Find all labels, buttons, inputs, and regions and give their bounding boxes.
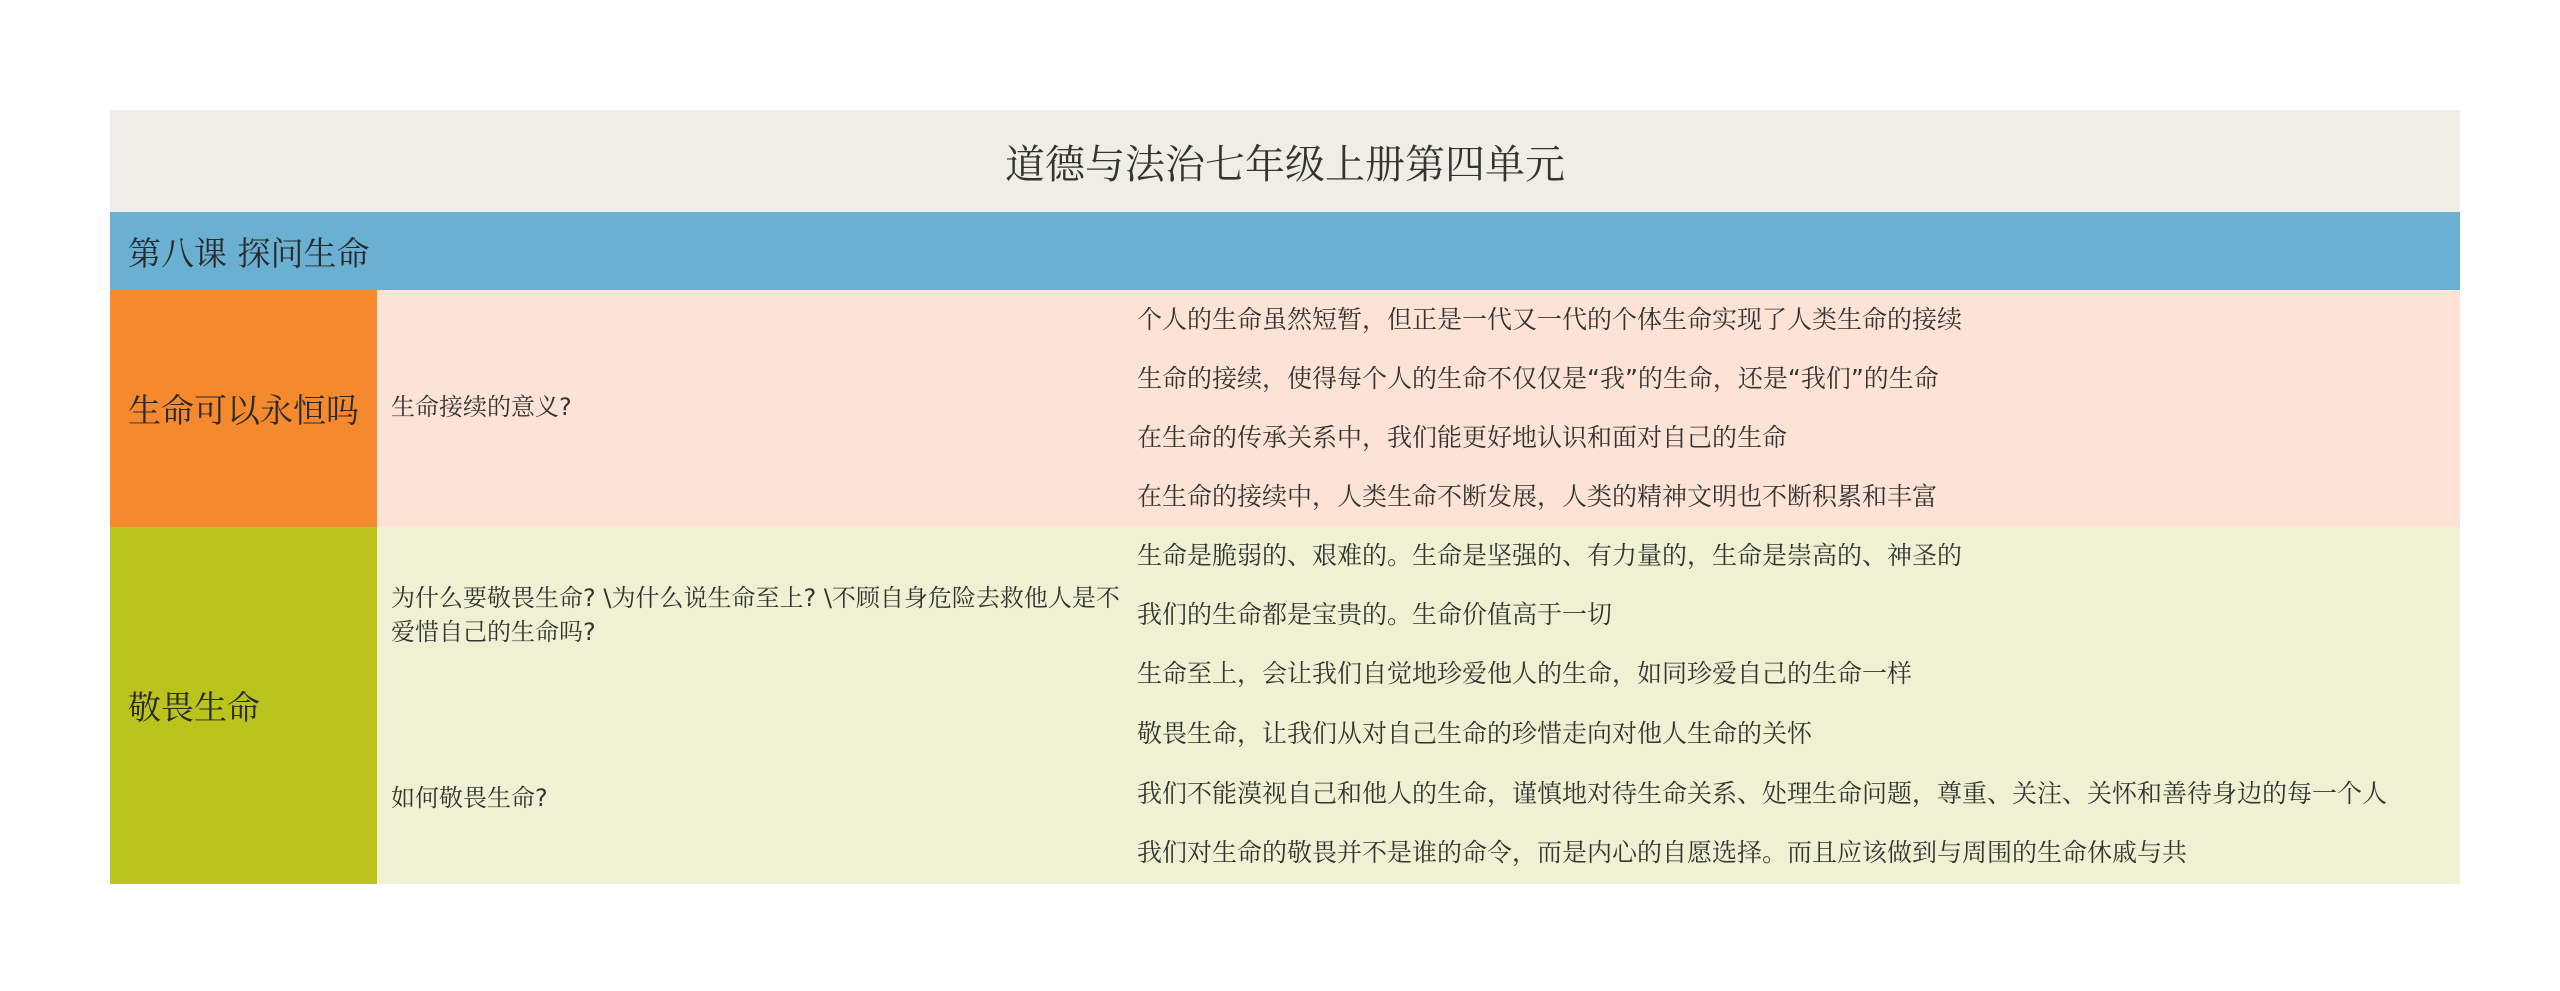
answer-item: 我们对生命的敬畏并不是谁的命令，而是内心的自愿选择。而且应该做到与周围的生命休戚与共: [1137, 838, 2188, 867]
answer-item: 个人的生命虽然短暂，但正是一代又一代的个体生命实现了人类生命的接续: [1137, 305, 1963, 334]
answer-column: [1137, 527, 2460, 884]
question-item: 生命接续的意义?: [391, 393, 572, 421]
answer-item: 生命的接续，使得每个人的生命不仅仅是“我”的生命，还是“我们”的生命: [1137, 364, 1939, 393]
question-item: 为什么要敬畏生命? \为什么说生命至上? \不顾自身危险去救他人是不爱惜自己的生命吗?: [391, 584, 1120, 646]
answer-column: [1137, 290, 2460, 527]
section-revere-life: [110, 527, 2460, 884]
section-label: 敬畏生命: [110, 527, 377, 884]
section-label: 生命可以永恒吗: [110, 290, 377, 527]
lesson-header: 第八课 探问生命: [110, 212, 2460, 290]
unit-title: 道德与法治七年级上册第四单元: [110, 110, 2460, 212]
answer-item: 敬畏生命，让我们从对自己生命的珍惜走向对他人生命的关怀: [1137, 719, 1813, 748]
answer-item: 在生命的传承关系中，我们能更好地认识和面对自己的生命: [1137, 423, 1788, 452]
answer-item: 生命是脆弱的、艰难的。生命是坚强的、有力量的，生命是崇高的、神圣的: [1137, 541, 1963, 570]
answer-item: 我们的生命都是宝贵的。生命价值高于一切: [1137, 600, 1613, 629]
question-column: [377, 527, 1137, 884]
answer-item: 生命至上，会让我们自觉地珍爱他人的生命，如同珍爱自己的生命一样: [1137, 659, 1913, 688]
section-life-eternal: [110, 290, 2460, 527]
answer-item: 在生命的接续中，人类生命不断发展，人类的精神文明也不断积累和丰富: [1137, 482, 1938, 511]
answer-item: 我们不能漠视自己和他人的生命，谨慎地对待生命关系、处理生命问题，尊重、关注、关怀和善待身边的每一个人: [1137, 779, 2388, 808]
question-column: [377, 290, 1137, 527]
question-item: 如何敬畏生命?: [391, 784, 548, 812]
mind-map-table: [110, 110, 2460, 884]
